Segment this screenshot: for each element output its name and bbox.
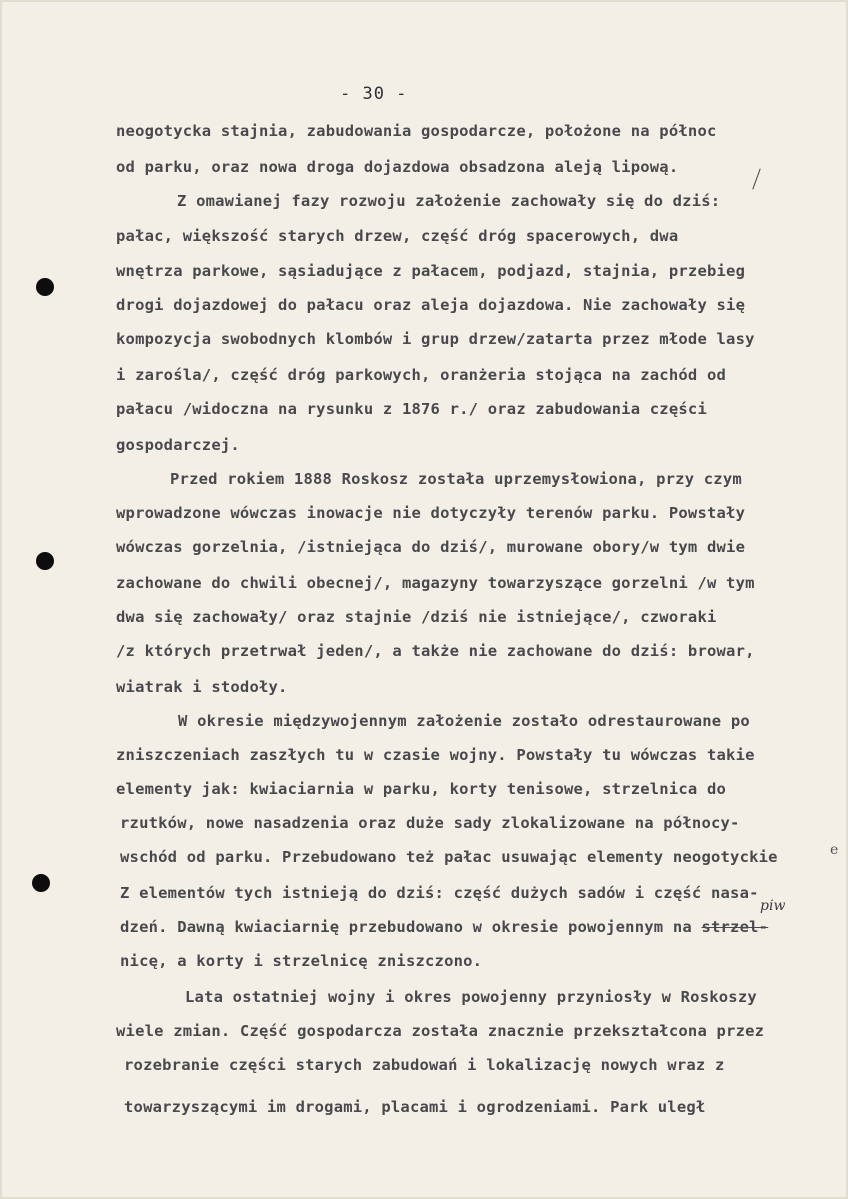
text-line: nicę, a korty i strzelnicę zniszczono. (120, 952, 483, 970)
text-line: wiele zmian. Część gospodarcza została znacznie przekształcona przez (116, 1022, 765, 1040)
text-line: wiatrak i stodoły. (116, 678, 288, 696)
punch-hole (36, 278, 54, 296)
text-line: rozebranie części starych zabudowań i lokalizację nowych wraz z (124, 1056, 725, 1074)
text-line: Lata ostatniej wojny i okres powojenny przyniosły w Roskoszy (185, 988, 757, 1006)
text-line (120, 918, 768, 936)
page-number: - 30 - (340, 84, 408, 104)
text-line: wschód od parku. Przebudowano też pałac usuwając elementy neogotyckie (120, 848, 778, 866)
text-line: wówczas gorzelnia, /istniejąca do dziś/, murowane obory/w tym dwie (116, 538, 746, 556)
text-line: zachowane do chwili obecnej/, magazyny towarzyszące gorzelni /w tym (116, 574, 755, 592)
handwritten-e-mark: e (830, 842, 839, 858)
punch-hole (32, 874, 50, 892)
text-segment: dzeń. Dawną kwiaciarnię przebudowano w okresie powojennym na (120, 918, 702, 936)
text-line: towarzyszącymi im drogami, placami i ogrodzeniami. Park uległ (124, 1098, 706, 1116)
text-line: drogi dojazdowej do pałacu oraz aleja dojazdowa. Nie zachowały się (116, 296, 746, 314)
text-line: W okresie międzywojennym założenie zostało odrestaurowane po (178, 712, 750, 730)
text-line: rzutków, nowe nasadzenia oraz duże sady zlokalizowane na północy- (120, 814, 740, 832)
text-line: Z elementów tych istnieją do dziś: część dużych sadów i część nasa- (120, 884, 759, 902)
text-line: wnętrza parkowe, sąsiadujące z pałacem, podjazd, stajnia, przebieg (116, 262, 746, 280)
text-line: Z omawianej fazy rozwoju założenie zachowały się do dziś: (177, 192, 721, 210)
text-line: gospodarczej. (116, 436, 240, 454)
text-line: i zarośla/, część dróg parkowych, oranżeria stojąca na zachód od (116, 366, 727, 384)
handwritten-note: piw (760, 898, 786, 914)
text-line: zniszczeniach zaszłych tu w czasie wojny. Powstały tu wówczas takie (116, 746, 755, 764)
text-line: pałacu /widoczna na rysunku z 1876 r./ oraz zabudowania części (116, 400, 707, 418)
text-line: kompozycja swobodnych klombów i grup drzew/zatarta przez młode lasy (116, 330, 755, 348)
text-line: pałac, większość starych drzew, część dróg spacerowych, dwa (116, 227, 679, 245)
handwritten-slash-mark (752, 168, 760, 189)
text-line: dwa się zachowały/ oraz stajnie /dziś nie istniejące/, czworaki (116, 608, 717, 626)
text-line: Przed rokiem 1888 Roskosz została uprzemysłowiona, przy czym (170, 470, 742, 488)
text-line: /z których przetrwał jeden/, a także nie zachowane do dziś: browar, (116, 642, 755, 660)
text-line: neogotycka stajnia, zabudowania gospodarcze, położone na północ (116, 122, 717, 140)
text-line: wprowadzone wówczas inowacje nie dotyczyły terenów parku. Powstały (116, 504, 746, 522)
text-line: elementy jak: kwiaciarnia w parku, korty tenisowe, strzelnica do (116, 780, 727, 798)
text-line: od parku, oraz nowa droga dojazdowa obsadzona aleją lipową. (116, 158, 679, 176)
punch-hole (36, 552, 54, 570)
struck-word: strzel- (701, 918, 769, 936)
